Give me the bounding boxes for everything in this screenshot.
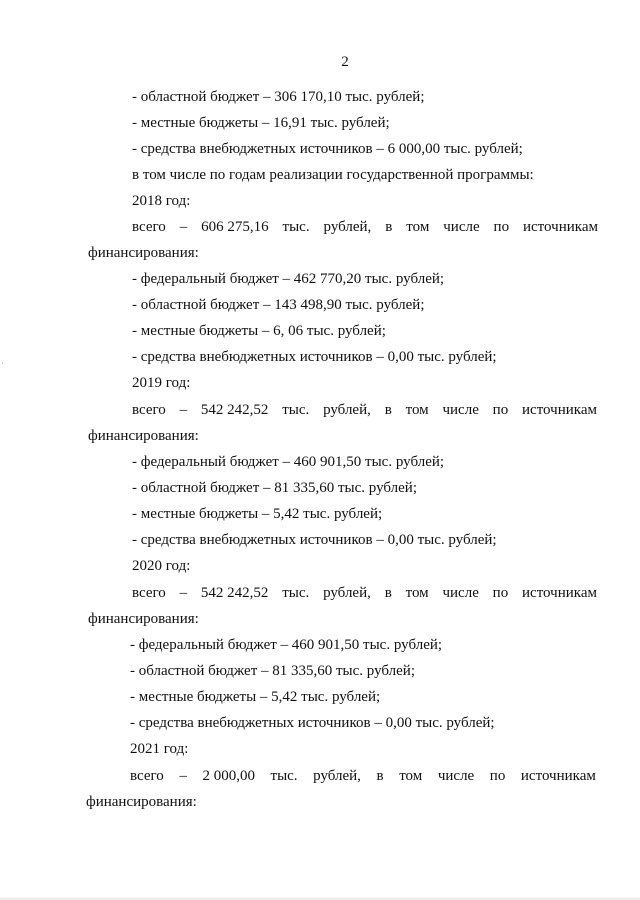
dash: – <box>179 768 187 784</box>
dash: – <box>179 585 188 601</box>
text-word: по <box>489 768 506 784</box>
budget-line-extrabudgetary-total: - средства внебюджетных источников – 6 000,00 тыс. рублей; <box>132 141 523 157</box>
financing-label-2018: финансирования: <box>88 245 199 261</box>
currency-word: рублей, <box>313 768 361 784</box>
text-word: в <box>385 219 393 235</box>
text-word: том <box>405 585 429 601</box>
budget-line-federal-2018: - федеральный бюджет – 462 770,20 тыс. рублей; <box>132 271 445 287</box>
budget-line-extrabudgetary-2019: - средства внебюджетных источников – 0,00 тыс. рублей; <box>132 532 497 548</box>
amount: 606 275,16 <box>201 219 269 235</box>
text-word: числе <box>442 585 479 601</box>
total-line-2019 <box>132 401 597 419</box>
text-word: источникам <box>522 402 597 418</box>
text-word: в <box>384 402 392 418</box>
budget-line-regional-total: - областной бюджет – 306 170,10 тыс. рублей; <box>132 89 425 105</box>
scan-mark <box>2 362 3 364</box>
total-word: всего <box>132 402 166 418</box>
scan-bottom-edge <box>0 896 640 900</box>
unit-word: тыс. <box>270 768 298 784</box>
amount: 542 242,52 <box>200 402 269 418</box>
text-word: числе <box>443 219 480 235</box>
budget-line-regional-2019: - областной бюджет – 81 335,60 тыс. рублей; <box>132 480 417 496</box>
unit-word: тыс. <box>282 402 310 418</box>
budget-line-regional-2020: - областной бюджет – 81 335,60 тыс. рублей; <box>130 663 415 679</box>
year-heading-2019: 2019 год: <box>132 375 191 391</box>
text-word: том <box>406 219 430 235</box>
budget-line-federal-2020: - федеральный бюджет – 460 901,50 тыс. рублей; <box>130 637 443 653</box>
page-number: 2 <box>341 54 349 70</box>
text-word: числе <box>437 768 475 784</box>
total-word: всего <box>130 768 164 784</box>
text-word: источникам <box>523 219 598 235</box>
text-word: источникам <box>520 768 596 784</box>
total-line-2020 <box>132 584 597 602</box>
financing-label-2021: финансирования: <box>86 794 197 810</box>
currency-word: рублей, <box>323 402 371 418</box>
budget-line-local-2019: - местные бюджеты – 5,42 тыс. рублей; <box>132 506 383 522</box>
text-word: в <box>384 585 392 601</box>
text-word: по <box>492 585 509 601</box>
text-word: в <box>376 768 384 784</box>
currency-word: рублей, <box>323 585 371 601</box>
text-word: по <box>493 219 510 235</box>
unit-word: тыс. <box>282 585 310 601</box>
unit-word: тыс. <box>282 219 310 235</box>
year-heading-2018: 2018 год: <box>132 193 191 209</box>
text-word: том <box>405 402 429 418</box>
total-word: всего <box>132 219 166 235</box>
dash: – <box>179 402 188 418</box>
budget-line-local-total: - местные бюджеты – 16,91 тыс. рублей; <box>132 115 390 131</box>
text-word: источникам <box>522 585 597 601</box>
total-line-2018 <box>132 218 598 236</box>
financing-label-2019: финансирования: <box>88 428 199 444</box>
years-intro-line: в том числе по годам реализации государственной программы: <box>132 167 534 183</box>
dash: – <box>179 219 188 235</box>
total-line-2021 <box>130 767 596 785</box>
amount: 542 242,52 <box>200 585 269 601</box>
budget-line-federal-2019: - федеральный бюджет – 460 901,50 тыс. рублей; <box>132 454 445 470</box>
year-heading-2020: 2020 год: <box>132 558 191 574</box>
budget-line-extrabudgetary-2020: - средства внебюджетных источников – 0,00 тыс. рублей; <box>130 715 495 731</box>
budget-line-local-2020: - местные бюджеты – 5,42 тыс. рублей; <box>130 689 381 705</box>
text-word: том <box>399 768 423 784</box>
text-word: числе <box>442 402 479 418</box>
budget-line-extrabudgetary-2018: - средства внебюджетных источников – 0,00 тыс. рублей; <box>132 349 497 365</box>
amount: 2 000,00 <box>202 768 255 784</box>
year-heading-2021: 2021 год: <box>130 741 189 757</box>
financing-label-2020: финансирования: <box>88 611 199 627</box>
budget-line-local-2018: - местные бюджеты – 6, 06 тыс. рублей; <box>132 323 386 339</box>
total-word: всего <box>132 585 166 601</box>
budget-line-regional-2018: - областной бюджет – 143 498,90 тыс. рублей; <box>132 297 425 313</box>
currency-word: рублей, <box>323 219 372 235</box>
text-word: по <box>492 402 509 418</box>
